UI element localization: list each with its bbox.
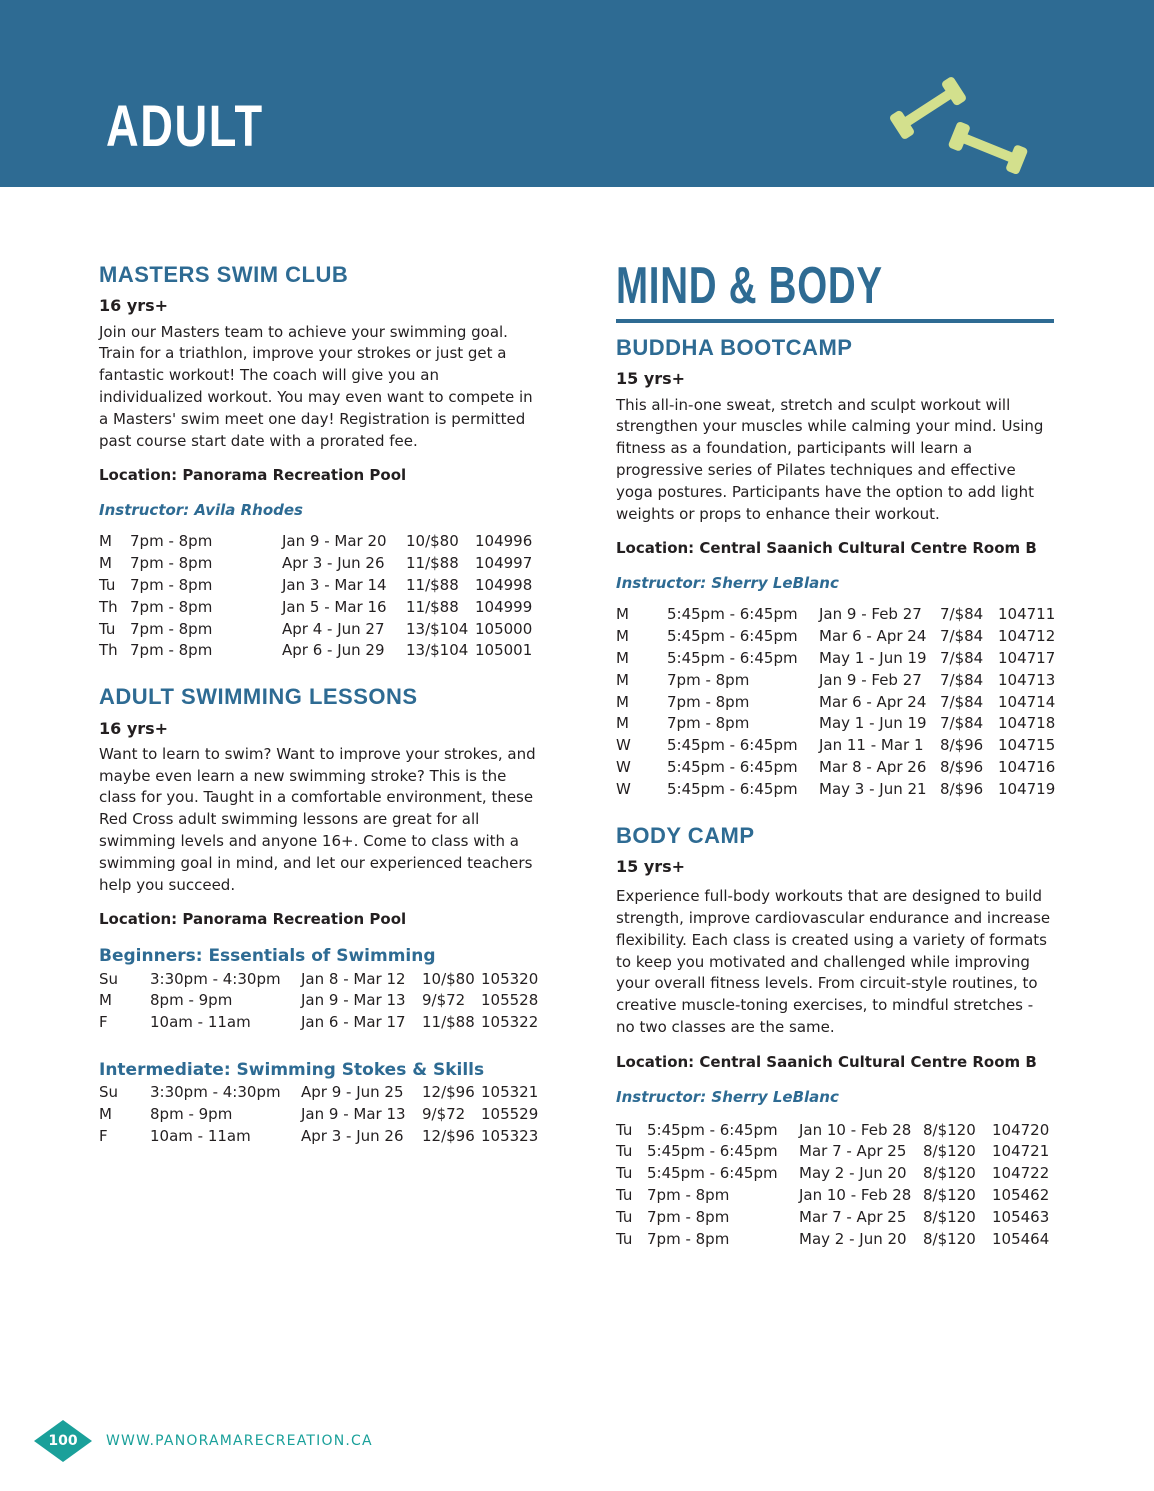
schedule-row: M 7pm - 8pm Jan 9 - Mar 20 10/$80 104996 <box>99 532 533 551</box>
masters-instructor: Instructor: Avila Rhodes <box>99 501 303 520</box>
heading-rule <box>616 319 1054 323</box>
buddha-instructor: Instructor: Sherry LeBlanc <box>616 574 839 593</box>
masters-swim-club-section <box>99 262 539 662</box>
page-title: ADULT <box>106 94 264 159</box>
schedule-row: Tu 7pm - 8pm Mar 7 - Apr 25 8/$120 105463 <box>616 1207 1050 1226</box>
body-camp-section <box>616 823 1056 1251</box>
schedule-row: F 10am - 11am Apr 3 - Jun 26 12/$96 105323 <box>99 1127 539 1146</box>
bodycamp-age: 15 yrs+ <box>616 856 686 876</box>
dumbbell-icon <box>884 70 1034 182</box>
masters-title: MASTERS SWIM CLUB <box>99 262 349 287</box>
adult-swimming-lessons-section <box>99 684 539 1148</box>
schedule-row: M 7pm - 8pm May 1 - Jun 19 7/$84 104718 <box>616 714 1056 733</box>
schedule-row: Tu 7pm - 8pm May 2 - Jun 20 8/$120 105464 <box>616 1229 1050 1248</box>
footer-url-link[interactable]: WWW.PANORAMARECREATION.CA <box>106 1433 373 1449</box>
intermediate-schedule <box>99 1082 539 1147</box>
buddha-location: Location: Central Saanich Cultural Centre Room B <box>616 539 1037 558</box>
intermediate-title: Intermediate: Swimming Stokes & Skills <box>99 1060 485 1081</box>
bodycamp-instructor: Instructor: Sherry LeBlanc <box>616 1087 839 1106</box>
left-column <box>99 262 539 1148</box>
buddha-schedule <box>616 604 1056 800</box>
schedule-row: Tu 5:45pm - 6:45pm May 2 - Jun 20 8/$120 104722 <box>616 1164 1050 1183</box>
schedule-row: Tu 7pm - 8pm Jan 3 - Mar 14 11/$88 104998 <box>99 575 533 594</box>
schedule-row: Tu 5:45pm - 6:45pm Mar 7 - Apr 25 8/$120 104721 <box>616 1142 1050 1161</box>
bodycamp-title: BODY CAMP <box>616 822 755 848</box>
schedule-row: M 7pm - 8pm Apr 3 - Jun 26 11/$88 104997 <box>99 554 533 573</box>
lessons-age: 16 yrs+ <box>99 718 169 738</box>
lessons-title: ADULT SWIMMING LESSONS <box>99 684 418 710</box>
schedule-row: Tu 7pm - 8pm Apr 4 - Jun 27 13/$104 105000 <box>99 619 533 638</box>
lessons-description: Want to learn to swim? Want to improve your strokes, and maybe even learn a new swimming stroke? This is the class for you. Taught in a comfortable environment, these Red Cross adult swimming lessons are great for all swimming levels and anyone 16+. Come to class with a swimming goal in mind, and let our experienced teachers help you succeed. <box>99 744 536 894</box>
masters-schedule <box>99 531 539 662</box>
schedule-row: M 5:45pm - 6:45pm Mar 6 - Apr 24 7/$84 104712 <box>616 627 1056 646</box>
mind-body-heading: MIND & BODY <box>616 257 883 315</box>
schedule-row: M 5:45pm - 6:45pm Jan 9 - Feb 27 7/$84 104711 <box>616 605 1056 624</box>
bodycamp-schedule <box>616 1120 1056 1251</box>
beginners-schedule <box>99 969 539 1034</box>
schedule-row: M 5:45pm - 6:45pm May 1 - Jun 19 7/$84 104717 <box>616 648 1056 667</box>
buddha-title: BUDDHA BOOTCAMP <box>616 335 853 360</box>
right-column <box>616 335 1056 1250</box>
schedule-row: Th 7pm - 8pm Jan 5 - Mar 16 11/$88 104999 <box>99 597 533 616</box>
header-banner <box>0 0 1154 187</box>
lessons-location: Location: Panorama Recreation Pool <box>99 910 407 929</box>
schedule-row: F 10am - 11am Jan 6 - Mar 17 11/$88 105322 <box>99 1013 539 1032</box>
schedule-row: M 8pm - 9pm Jan 9 - Mar 13 9/$72 105528 <box>99 991 539 1010</box>
bodycamp-location: Location: Central Saanich Cultural Centre Room B <box>616 1052 1037 1071</box>
schedule-row: W 5:45pm - 6:45pm Mar 8 - Apr 26 8/$96 104716 <box>616 757 1056 776</box>
buddha-age: 15 yrs+ <box>616 369 686 389</box>
page-number: 100 <box>48 1433 78 1449</box>
masters-age: 16 yrs+ <box>99 296 169 316</box>
schedule-row: M 8pm - 9pm Jan 9 - Mar 13 9/$72 105529 <box>99 1105 539 1124</box>
schedule-row: W 5:45pm - 6:45pm May 3 - Jun 21 8/$96 104719 <box>616 779 1056 798</box>
masters-description: Join our Masters team to achieve your swimming goal. Train for a triathlon, improve your strokes or just get a fantastic workout! The coach will give you an individualized workout. You may even want to compete in a Masters' swim meet one day! Registration is permitted past course start date with a prorated fee. <box>99 322 533 450</box>
schedule-row: M 7pm - 8pm Mar 6 - Apr 24 7/$84 104714 <box>616 692 1056 711</box>
schedule-row: Tu 7pm - 8pm Jan 10 - Feb 28 8/$120 105462 <box>616 1186 1050 1205</box>
schedule-row: Su 3:30pm - 4:30pm Apr 9 - Jun 25 12/$96 105321 <box>99 1083 539 1102</box>
bodycamp-description: Experience full-body workouts that are designed to build strength, improve cardiovascular endurance and increase flexibility. Each class is created using a variety of formats to keep you motivated and challenged while improving your overall fitness levels. From circuit-style routines, to creative muscle-toning exercises, to mindful stretches - no two classes are the same. <box>616 887 1051 1036</box>
masters-location: Location: Panorama Recreation Pool <box>99 466 407 485</box>
beginners-title: Beginners: Essentials of Swimming <box>99 946 436 967</box>
buddha-description: This all-in-one sweat, stretch and sculpt workout will strengthen your muscles while calming your mind. Using fitness as a foundation, participants will learn a progressive series of Pilates techniques and effective yoga postures. Participants have the option to add light weights or props to enhance their workout. <box>616 395 1044 523</box>
schedule-row: Tu 5:45pm - 6:45pm Jan 10 - Feb 28 8/$120 104720 <box>616 1120 1050 1139</box>
buddha-bootcamp-section <box>616 335 1056 801</box>
schedule-row: Su 3:30pm - 4:30pm Jan 8 - Mar 12 10/$80 105320 <box>99 969 539 988</box>
schedule-row: M 7pm - 8pm Jan 9 - Feb 27 7/$84 104713 <box>616 670 1056 689</box>
schedule-row: W 5:45pm - 6:45pm Jan 11 - Mar 1 8/$96 104715 <box>616 736 1056 755</box>
schedule-row: Th 7pm - 8pm Apr 6 - Jun 29 13/$104 105001 <box>99 641 533 660</box>
